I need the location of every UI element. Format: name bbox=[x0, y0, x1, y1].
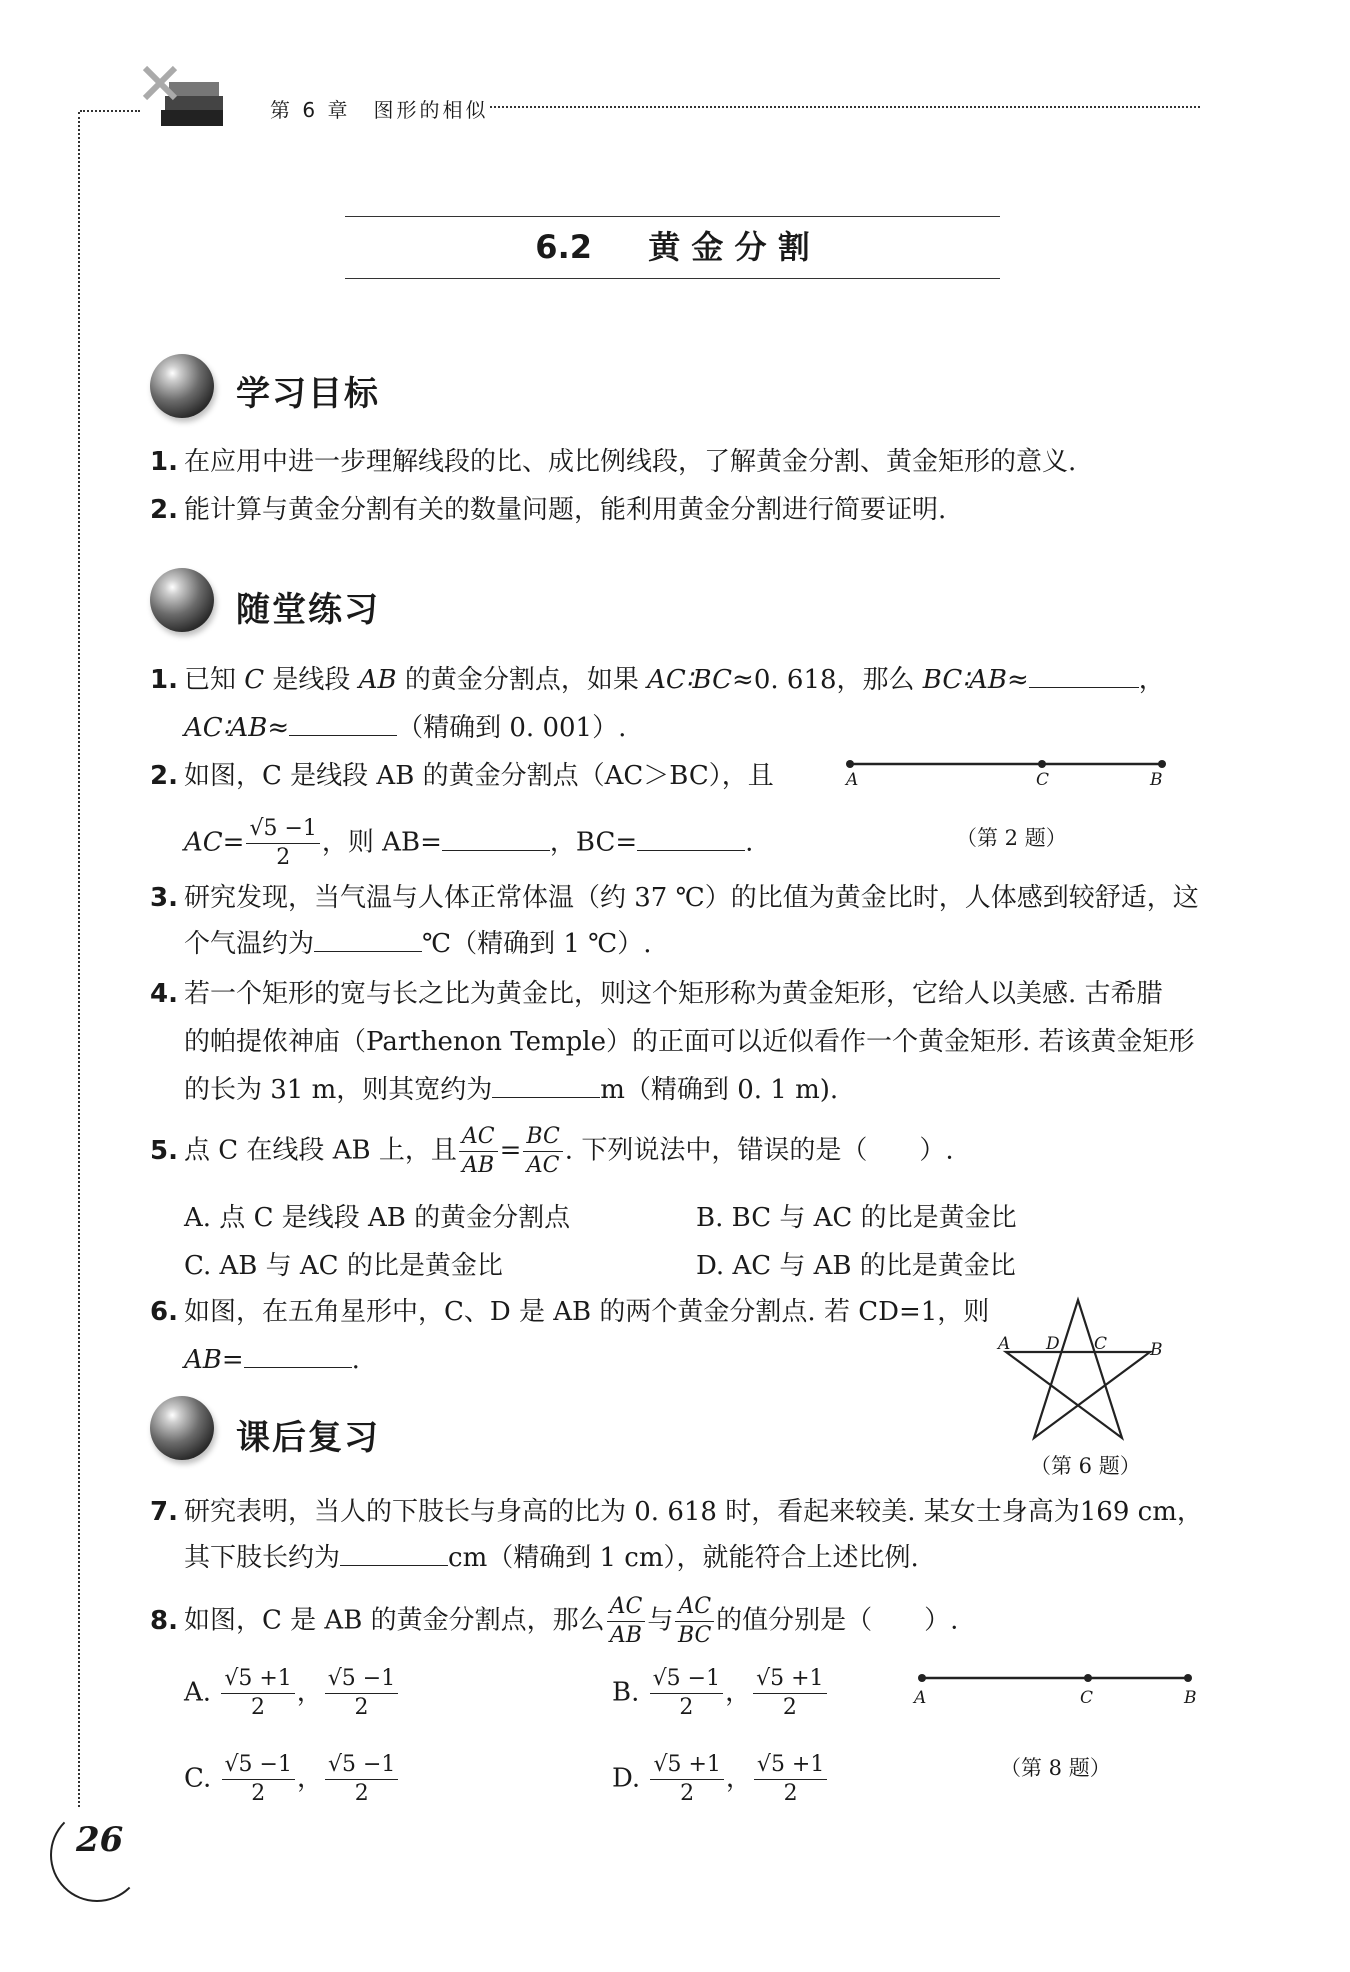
globe-icon bbox=[150, 1396, 214, 1460]
goals-heading: 学习目标 bbox=[236, 374, 380, 414]
point-label-c: C bbox=[1036, 770, 1050, 790]
question-1-line-1: 1. 已知 C 是线段 AB 的黄金分割点，如果 AC∶BC≈0. 618，那么 BC∶AB≈ ， bbox=[150, 658, 1165, 702]
header-dots-right bbox=[490, 106, 1200, 108]
q8-option-d[interactable]: D. $\frac{√5 +1}{2}$ ， $\frac{√5 +1}{2}$ bbox=[612, 1754, 829, 1805]
chapter-header: 第 6 章 图形的相似 bbox=[270, 98, 489, 122]
question-4-line-2: 的帕提侬神庙（Parthenon Temple）的正面可以近似看作一个黄金矩形. 若该黄金矩形 bbox=[184, 1027, 1195, 1057]
question-4-line-1: 4. 若一个矩形的宽与长之比为黄金比，则这个矩形称为黄金矩形，它给人以美感. 古希腊 bbox=[150, 979, 1163, 1009]
figure-caption-q2: （第 2 题） bbox=[956, 826, 1067, 850]
answer-blank[interactable] bbox=[442, 822, 550, 851]
option-d[interactable]: D. AC 与 AB 的比是黄金比 bbox=[696, 1251, 1016, 1281]
question-2-line-2: AC= $\frac{√5 -1}{2}$ ，则 AB= ，BC= . bbox=[184, 816, 754, 870]
option-c[interactable]: C. AB 与 AC 的比是黄金比 bbox=[184, 1251, 503, 1281]
q8-point-c: C bbox=[1080, 1688, 1094, 1708]
question-3-line-2: 个气温约为 ℃（精确到 1 ℃）. bbox=[184, 922, 652, 966]
option-a[interactable]: A. 点 C 是线段 AB 的黄金分割点 bbox=[184, 1203, 571, 1233]
answer-blank[interactable] bbox=[340, 1537, 448, 1566]
figure-q8 bbox=[910, 1664, 1200, 1704]
globe-icon bbox=[150, 354, 214, 418]
q8-point-a: A bbox=[914, 1688, 927, 1708]
goal-2: 2. 能计算与黄金分割有关的数量问题，能利用黄金分割进行简要证明. bbox=[150, 495, 947, 525]
star-label-d: D bbox=[1046, 1334, 1060, 1354]
q8-option-c[interactable]: C. $\frac{√5 -1}{2}$ ， $\frac{√5 -1}{2}$ bbox=[184, 1754, 400, 1805]
question-2-line-1: 2. 如图，C 是线段 AB 的黄金分割点（AC＞BC），且 bbox=[150, 761, 774, 791]
star-label-c: C bbox=[1094, 1334, 1108, 1354]
question-4-line-3: 的长为 31 m，则其宽约为 m（精确到 0. 1 m). bbox=[184, 1068, 838, 1112]
pentagram-figure bbox=[1000, 1296, 1180, 1446]
answer-blank[interactable] bbox=[244, 1339, 352, 1368]
practice-heading: 随堂练习 bbox=[236, 590, 380, 630]
goal-1: 1. 在应用中进一步理解线段的比、成比例线段，了解黄金分割、黄金矩形的意义. bbox=[150, 447, 1077, 477]
point-label-b: B bbox=[1150, 770, 1163, 790]
answer-blank[interactable] bbox=[314, 923, 422, 952]
header-logo bbox=[135, 58, 230, 138]
answer-blank[interactable] bbox=[289, 707, 397, 736]
figure-caption-q6: （第 6 题） bbox=[1030, 1454, 1141, 1478]
option-b[interactable]: B. BC 与 AC 的比是黄金比 bbox=[696, 1203, 1017, 1233]
review-heading: 课后复习 bbox=[236, 1418, 380, 1458]
title-rule-top bbox=[345, 216, 1000, 217]
question-6-line-1: 6. 如图，在五角星形中，C、D 是 AB 的两个黄金分割点. 若 CD=1，则 bbox=[150, 1297, 990, 1327]
section-name: 黄 金 分 割 bbox=[648, 228, 810, 266]
globe-icon bbox=[150, 568, 214, 632]
question-6-line-2: AB= . bbox=[184, 1338, 360, 1382]
question-7-line-1: 7. 研究表明，当人的下肢长与身高的比为 0. 618 时，看起来较美. 某女士身高为169 cm， bbox=[150, 1497, 1203, 1527]
section-title bbox=[345, 222, 1000, 268]
page-number: 26 bbox=[76, 1820, 124, 1860]
figure-caption-q8: （第 8 题） bbox=[1000, 1756, 1111, 1780]
question-8-stem: 8. 如图，C 是 AB 的黄金分割点，那么 $\frac{AC}{AB}$ 与 $\frac{AC}{BC}$ 的值分别是（ ）. bbox=[150, 1594, 959, 1648]
star-label-b: B bbox=[1150, 1340, 1163, 1360]
header-dots-left bbox=[80, 110, 140, 112]
question-3-line-1: 3. 研究发现，当气温与人体正常体温（约 37 ℃）的比值为黄金比时，人体感到较舒适，这 bbox=[150, 883, 1199, 913]
point-label-a: A bbox=[846, 770, 859, 790]
q8-option-a[interactable]: A. $\frac{√5 +1}{2}$ ， $\frac{√5 -1}{2}$ bbox=[184, 1668, 400, 1719]
answer-blank[interactable] bbox=[637, 822, 745, 851]
title-rule-bottom bbox=[345, 278, 1000, 279]
left-margin-dots bbox=[78, 112, 80, 1807]
question-7-line-2: 其下肢长约为 cm（精确到 1 cm），就能符合上述比例. bbox=[184, 1536, 919, 1580]
question-1-line-2: AC∶AB≈ （精确到 0. 001）. bbox=[184, 706, 626, 750]
answer-blank[interactable] bbox=[492, 1069, 600, 1098]
answer-blank[interactable] bbox=[1029, 659, 1139, 688]
figure-q2 bbox=[840, 750, 1180, 800]
question-5-stem: 5. 点 C 在线段 AB 上，且 $\frac{AC}{AB}$ = $\frac{BC}{AC}$ . 下列说法中，错误的是（ ）. bbox=[150, 1124, 954, 1178]
section-number: 6.2 bbox=[535, 228, 592, 266]
q8-option-b[interactable]: B. $\frac{√5 -1}{2}$ ， $\frac{√5 +1}{2}$ bbox=[612, 1668, 829, 1719]
star-label-a: A bbox=[998, 1334, 1011, 1354]
q8-point-b: B bbox=[1184, 1688, 1197, 1708]
